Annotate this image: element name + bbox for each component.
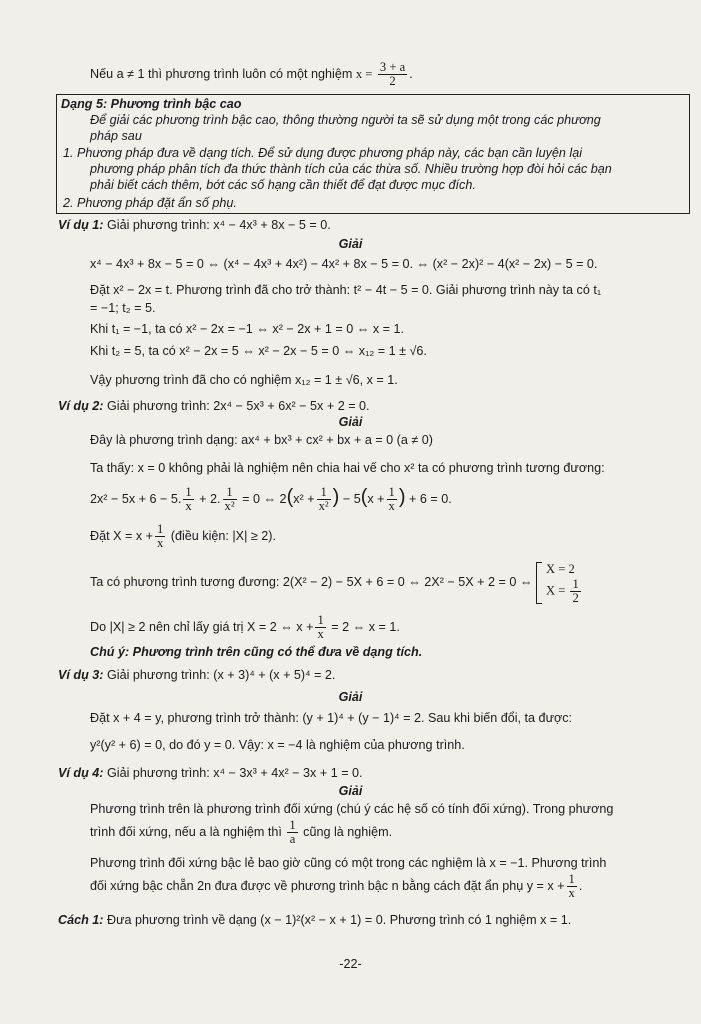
solution-heading: Giải bbox=[338, 415, 363, 429]
box-line: phải biết cách thêm, bớt các số hạng cần thiết để đạt được mục đích. bbox=[90, 178, 476, 192]
example-4-problem: Ví dụ 4: Giải phương trình: x⁴ − 3x³ + 4x² − 3x + 1 = 0. bbox=[58, 766, 363, 780]
bracket bbox=[536, 562, 542, 604]
solution-line: Phương trình đối xứng bậc lẻ bao giờ cũng có một trong các nghiệm là x = −1. Phương trình bbox=[90, 856, 607, 870]
box-line: phương pháp phân tích đa thức thành tích của các thừa số. Nhiều trường hợp đòi hỏi các bạn bbox=[90, 162, 612, 176]
solution-line: Phương trình trên là phương trình đối xứng (chú ý các hệ số có tính đối xứng). Trong phương bbox=[90, 802, 614, 816]
example-3-problem: Ví dụ 3: Giải phương trình: (x + 3)⁴ + (x + 5)⁴ = 2. bbox=[58, 668, 336, 682]
fraction: $\frac{1}{x}$ bbox=[317, 613, 324, 642]
solution-line: Đây là phương trình dạng: ax⁴ + bx³ + cx² + bx + a = 0 (a ≠ 0) bbox=[90, 433, 433, 447]
note-line: Chú ý: Phương trình trên cũng có thể đưa về dạng tích. bbox=[90, 645, 423, 659]
fraction: $\frac{3 + a}{2}$ bbox=[379, 60, 406, 88]
equivalent-equation: Ta có phương trình tương đương: 2(X² − 2) − 5X + 6 = 0 ⇔ 2X² − 5X + 2 = 0 ⇔ X = 2 X = $\frac{1}{2}$ bbox=[90, 560, 701, 605]
box-line: 1. Phương pháp đưa về dạng tích. Để sử dụng được phương pháp này, các bạn cần luyện lại bbox=[63, 146, 583, 160]
fraction: $\frac{1}{\text{x²}}$ bbox=[318, 485, 329, 514]
fraction: $\frac{1}{x}$ bbox=[185, 485, 192, 514]
fraction: $\frac{1}{x}$ bbox=[388, 485, 395, 514]
example-1-problem: Ví dụ 1: Giải phương trình: x⁴ − 4x³ + 8x − 5 = 0. bbox=[58, 218, 331, 232]
solution-line: Khi t₁ = −1, ta có x² − 2x = −1 ⇔ x² − 2x + 1 = 0 ⇔ x = 1. bbox=[90, 322, 405, 336]
solution-heading: Giải bbox=[338, 784, 363, 798]
solution-line: Khi t₂ = 5, ta có x² − 2x = 5 ⇔ x² − 2x − 5 = 0 ⇔ x₁₂ = 1 ± √6. bbox=[90, 344, 427, 358]
solution-line: = −1; t₂ = 5. bbox=[90, 301, 156, 315]
fraction: $\frac{1}{a}$ bbox=[289, 818, 296, 847]
method-1-line: Cách 1: Đưa phương trình về dạng (x − 1)²(x² − x + 1) = 0. Phương trình có 1 nghiệm x = 1. bbox=[58, 913, 572, 927]
box-title: Dạng 5: Phương trình bậc cao bbox=[61, 97, 242, 111]
solution-line: Ta thấy: x = 0 không phải là nghiệm nên chia hai vế cho x² ta có phương trình tương đương: bbox=[90, 461, 605, 475]
solution-line: Vậy phương trình đã cho có nghiệm x₁₂ = 1 ± √6, x = 1. bbox=[90, 373, 398, 387]
fraction: $\frac{1}{x}$ bbox=[568, 872, 575, 901]
solution-line: đối xứng bậc chẵn 2n đưa được về phương trình bậc n bằng cách đặt ẩn phụ y = x + $\frac{1}{x}$ . bbox=[90, 872, 583, 901]
fraction: $\frac{1}{x}$ bbox=[157, 522, 164, 551]
box-line: pháp sau bbox=[90, 129, 142, 143]
solution-heading: Giải bbox=[338, 690, 363, 704]
solution-line: x⁴ − 4x³ + 8x − 5 = 0 ⇔ (x⁴ − 4x³ + 4x²) − 4x² + 8x − 5 = 0. ⇔ (x² − 2x)² − 4(x² − 2x) − 5 = 0. bbox=[90, 257, 598, 271]
intro-line: Nếu a ≠ 1 thì phương trình luôn có một nghiệm x = $\frac{3 + a}{2}$ . bbox=[90, 60, 413, 88]
solution-line: Đặt x + 4 = y, phương trình trở thành: (y + 1)⁴ + (y − 1)⁴ = 2. Sau khi biến đổi, ta được: bbox=[90, 711, 573, 725]
fraction: $\frac{1}{2}$ bbox=[572, 577, 579, 606]
equation-divided: 2x² − 5x + 6 − 5. $\frac{1}{x}$ + 2. $\frac{1}{\text{x²}}$ = 0 ⇔ 2(x² + $\frac{1}{\text{x²}}$ ) − 5(x + $\frac{1}{x}$ ) + 6 = 0. bbox=[90, 485, 452, 514]
box-line: 2. Phương pháp đặt ẩn số phụ. bbox=[63, 196, 237, 210]
solution-heading: Giải bbox=[338, 237, 363, 251]
conclusion-line: Do |X| ≥ 2 nên chỉ lấy giá trị X = 2 ⇔ x + $\frac{1}{x}$ = 2 ⇔ x = 1. bbox=[90, 613, 400, 642]
box-line: Để giải các phương trình bậc cao, thông thường người ta sẽ sử dụng một trong các phương bbox=[90, 113, 601, 127]
solution-set: X = 2 X = $\frac{1}{2}$ bbox=[545, 562, 579, 606]
substitution-line: Đặt X = x + $\frac{1}{x}$ (điều kiện: |X| ≥ 2). bbox=[90, 522, 276, 551]
solution-line: y²(y² + 6) = 0, do đó y = 0. Vậy: x = −4 là nghiệm của phương trình. bbox=[90, 738, 465, 752]
solution-line: Đặt x² − 2x = t. Phương trình đã cho trở thành: t² − 4t − 5 = 0. Giải phương trình này ta có t₁ bbox=[90, 283, 602, 297]
solution-line: trình đối xứng, nếu a là nghiệm thì $\frac{1}{a}$ cũng là nghiệm. bbox=[90, 818, 393, 847]
page-number: -22- bbox=[339, 957, 362, 971]
fraction: $\frac{1}{\text{x²}}$ bbox=[224, 485, 235, 514]
example-2-problem: Ví dụ 2: Giải phương trình: 2x⁴ − 5x³ + 6x² − 5x + 2 = 0. bbox=[58, 399, 370, 413]
